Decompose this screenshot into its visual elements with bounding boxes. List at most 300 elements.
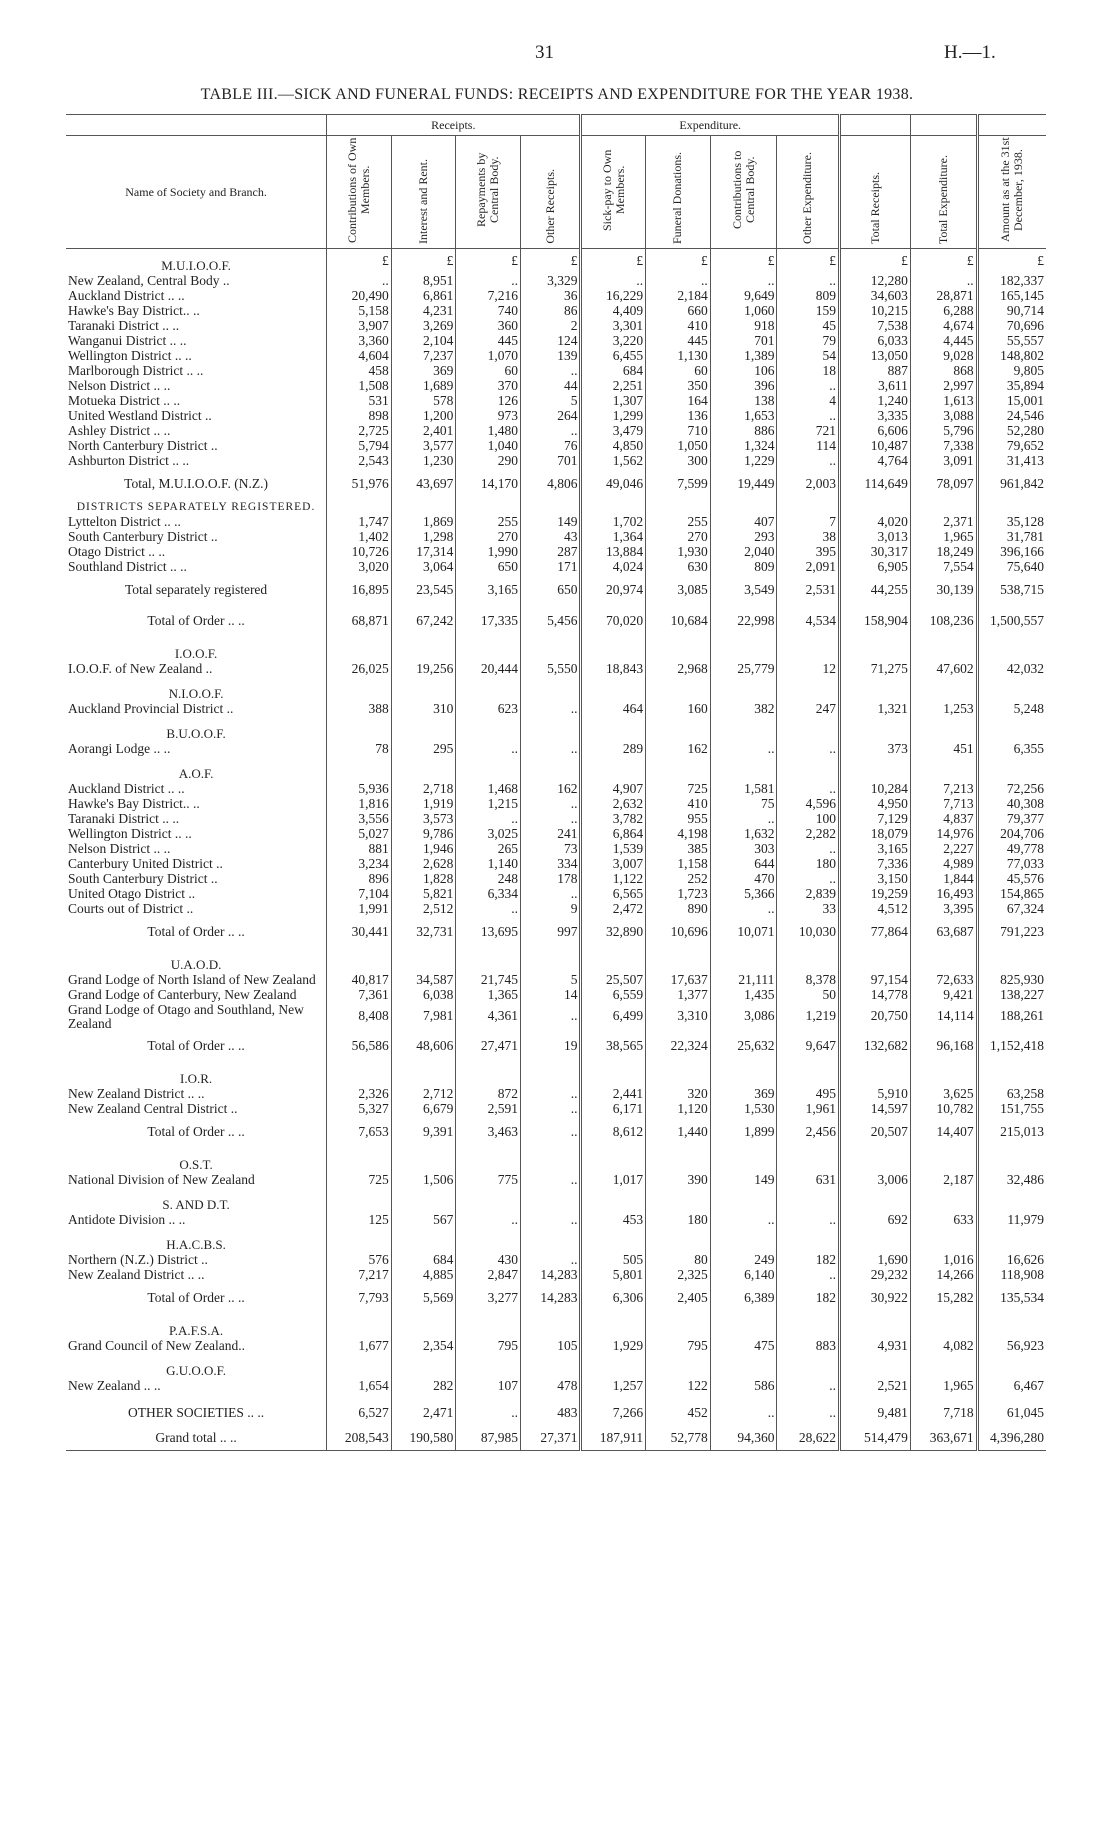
cell: 255 [646, 515, 711, 530]
cell: 38,565 [581, 1031, 646, 1062]
row-name: South Canterbury District .. [68, 529, 218, 544]
cell: 6,455 [581, 349, 646, 364]
cell: 138,227 [977, 988, 1046, 1003]
cell: .. [456, 274, 521, 289]
cell: .. [521, 1253, 581, 1268]
table-row [66, 887, 1046, 902]
cell [910, 948, 977, 973]
header-col-4: Other Receipts. [521, 136, 581, 249]
cell: 71,275 [840, 662, 911, 677]
row-name: Marlborough District .. .. [68, 363, 204, 378]
cell: 453 [581, 1213, 646, 1228]
row-name: Antidote Division .. .. [68, 1212, 186, 1227]
cell: 886 [710, 424, 777, 439]
cell [977, 757, 1046, 782]
cell: 25,632 [710, 1031, 777, 1062]
cell: 1,508 [327, 379, 392, 394]
cell [646, 677, 711, 702]
cell: 49,778 [977, 842, 1046, 857]
row-name: OTHER SOCIETIES .. .. [128, 1404, 265, 1420]
cell: 108,236 [910, 606, 977, 637]
cell: £ [840, 248, 911, 274]
cell: 35,128 [977, 515, 1046, 530]
cell: £ [391, 248, 456, 274]
cell: .. [521, 887, 581, 902]
cell [521, 677, 581, 702]
cell: 2,472 [581, 902, 646, 917]
cell: 2,441 [581, 1087, 646, 1102]
cell: 3,007 [581, 857, 646, 872]
cell: 118,908 [977, 1268, 1046, 1283]
cell: 7,653 [327, 1117, 392, 1148]
header-col-6: Funeral Donations. [646, 136, 711, 249]
cell: 10,215 [840, 304, 911, 319]
cell: 6,355 [977, 742, 1046, 757]
cell [777, 757, 840, 782]
row-name: Auckland District .. .. [68, 781, 185, 796]
cell: 6,033 [840, 334, 911, 349]
row-name: New Zealand District .. .. [68, 1267, 205, 1282]
cell: 26,025 [327, 662, 392, 677]
cell: 1,050 [646, 439, 711, 454]
cell: 458 [327, 364, 392, 379]
cell [456, 1148, 521, 1173]
cell [391, 757, 456, 782]
row-name: Total of Order .. .. [147, 1123, 245, 1139]
table-row [66, 842, 1046, 857]
row-name: Total separately registered [124, 581, 268, 597]
cell: 67,324 [977, 902, 1046, 917]
cell: 295 [391, 742, 456, 757]
row-name: New Zealand, Central Body .. [68, 273, 230, 288]
row-name: A.O.F. [178, 765, 214, 781]
row-name: Grand Lodge of Canterbury, New Zealand [68, 987, 297, 1002]
page-reference: H.—1. [944, 42, 996, 63]
cell [840, 757, 911, 782]
cell: 1,402 [327, 530, 392, 545]
cell: 7,981 [391, 1003, 456, 1031]
cell [521, 948, 581, 973]
cell: 8,951 [391, 274, 456, 289]
cell: 955 [646, 812, 711, 827]
row-name: Ashley District .. .. [68, 423, 171, 438]
cell: 265 [456, 842, 521, 857]
cell: 68,871 [327, 606, 392, 637]
cell [710, 1062, 777, 1087]
cell: .. [521, 702, 581, 717]
cell [910, 1354, 977, 1379]
cell: 32,486 [977, 1173, 1046, 1188]
cell [710, 948, 777, 973]
cell: 7,216 [456, 289, 521, 304]
cell [521, 1062, 581, 1087]
cell: 1,257 [581, 1379, 646, 1394]
cell: 1,240 [840, 394, 911, 409]
cell: 2,091 [777, 560, 840, 575]
header-col-1: Contributions of Own Members. [327, 136, 392, 249]
cell: 1,480 [456, 424, 521, 439]
cell: 1,506 [391, 1173, 456, 1188]
cell: 396,166 [977, 545, 1046, 560]
table-row [66, 662, 1046, 677]
table-caption: TABLE III.—SICK AND FUNERAL FUNDS: RECEIPTS AND EXPENDITURE FOR THE YEAR 1938. [200, 86, 914, 103]
cell: .. [710, 1213, 777, 1228]
cell: 15,001 [977, 394, 1046, 409]
cell [840, 500, 911, 515]
cell: 3,064 [391, 560, 456, 575]
cell: 270 [456, 530, 521, 545]
cell: 78,097 [910, 469, 977, 500]
cell [456, 500, 521, 515]
cell: 470 [710, 872, 777, 887]
cell: 890 [646, 902, 711, 917]
cell [581, 757, 646, 782]
cell: 8,612 [581, 1117, 646, 1148]
cell: 1,130 [646, 349, 711, 364]
cell: 631 [777, 1173, 840, 1188]
cell: 3,165 [840, 842, 911, 857]
cell: .. [777, 1394, 840, 1421]
cell: 6,559 [581, 988, 646, 1003]
cell [391, 1062, 456, 1087]
cell: 795 [456, 1339, 521, 1354]
cell: 4 [777, 394, 840, 409]
cell: 55,557 [977, 334, 1046, 349]
cell: 6,288 [910, 304, 977, 319]
cell: 2,847 [456, 1268, 521, 1283]
header-col-5: Sick-pay to Own Members. [581, 136, 646, 249]
cell: 692 [840, 1213, 911, 1228]
cell: 1,122 [581, 872, 646, 887]
cell: 3,091 [910, 454, 977, 469]
cell: .. [777, 742, 840, 757]
table-row [66, 439, 1046, 454]
section-row [66, 1314, 1046, 1339]
cell: 180 [777, 857, 840, 872]
cell: 5,794 [327, 439, 392, 454]
cell: 6,565 [581, 887, 646, 902]
cell: 3,269 [391, 319, 456, 334]
cell: 3,577 [391, 439, 456, 454]
cell: 9,805 [977, 364, 1046, 379]
cell: 445 [646, 334, 711, 349]
cell: 5 [521, 394, 581, 409]
cell [391, 948, 456, 973]
cell [456, 1188, 521, 1213]
cell: 16,895 [327, 575, 392, 606]
cell: 2,227 [910, 842, 977, 857]
cell: 3,234 [327, 857, 392, 872]
table-row [66, 515, 1046, 530]
cell: 1,828 [391, 872, 456, 887]
cell: 1,435 [710, 988, 777, 1003]
cell [646, 948, 711, 973]
cell: 3,013 [840, 530, 911, 545]
cell: 14,170 [456, 469, 521, 500]
row-name: Grand total .. .. [66, 1421, 327, 1451]
cell: 1,562 [581, 454, 646, 469]
cell: 138 [710, 394, 777, 409]
cell [391, 637, 456, 662]
cell: £ [977, 248, 1046, 274]
table-row [66, 334, 1046, 349]
cell: 4,534 [777, 606, 840, 637]
cell [646, 1148, 711, 1173]
table-row [66, 1173, 1046, 1188]
cell: 407 [710, 515, 777, 530]
row-name: P.A.F.S.A. [168, 1322, 224, 1338]
cell: 2,725 [327, 424, 392, 439]
cell [456, 1228, 521, 1253]
cell: 63,687 [910, 917, 977, 948]
cell: 9,028 [910, 349, 977, 364]
cell: 452 [646, 1394, 711, 1421]
cell: 204,706 [977, 827, 1046, 842]
cell: 2,512 [391, 902, 456, 917]
cell: 3,611 [840, 379, 911, 394]
cell: 10,782 [910, 1102, 977, 1117]
cell [840, 948, 911, 973]
cell: 20,444 [456, 662, 521, 677]
cell: 86 [521, 304, 581, 319]
cell: 1,440 [646, 1117, 711, 1148]
cell [840, 677, 911, 702]
cell [391, 677, 456, 702]
cell: 1,747 [327, 515, 392, 530]
cell [840, 1062, 911, 1087]
cell: 644 [710, 857, 777, 872]
cell: 2,371 [910, 515, 977, 530]
header-name: Name of Society and Branch. [66, 136, 327, 249]
cell: 36 [521, 289, 581, 304]
cell: 4,850 [581, 439, 646, 454]
cell: 106 [710, 364, 777, 379]
row-name: H.A.C.B.S. [166, 1236, 226, 1252]
cell: 32,890 [581, 917, 646, 948]
cell [710, 500, 777, 515]
cell: 114,649 [840, 469, 911, 500]
cell: 33 [777, 902, 840, 917]
cell [910, 637, 977, 662]
table-row [66, 1003, 1046, 1031]
cell: 56,586 [327, 1031, 392, 1062]
table-row [66, 1339, 1046, 1354]
cell: 47,602 [910, 662, 977, 677]
cell: 30,139 [910, 575, 977, 606]
cell: 684 [391, 1253, 456, 1268]
cell: 6,140 [710, 1268, 777, 1283]
cell: 775 [456, 1173, 521, 1188]
cell: 12,280 [840, 274, 911, 289]
cell: 3,310 [646, 1003, 711, 1031]
cell [777, 677, 840, 702]
cell: 310 [391, 702, 456, 717]
cell: 13,695 [456, 917, 521, 948]
cell: 3,025 [456, 827, 521, 842]
cell: 2,456 [777, 1117, 840, 1148]
cell: 76 [521, 439, 581, 454]
cell: 1,991 [327, 902, 392, 917]
table-row [66, 394, 1046, 409]
cell: 6,306 [581, 1283, 646, 1314]
cell: 13,050 [840, 349, 911, 364]
cell: 51,976 [327, 469, 392, 500]
cell: 287 [521, 545, 581, 560]
cell: 30,922 [840, 1283, 911, 1314]
cell: 22,998 [710, 606, 777, 637]
cell: 14 [521, 988, 581, 1003]
cell: 290 [456, 454, 521, 469]
cell: 1,321 [840, 702, 911, 717]
cell: 9 [521, 902, 581, 917]
cell [391, 1148, 456, 1173]
cell: 3,335 [840, 409, 911, 424]
cell: .. [777, 1379, 840, 1394]
cell: 5,027 [327, 827, 392, 842]
row-name: Southland District .. .. [68, 559, 187, 574]
cell: 63,258 [977, 1087, 1046, 1102]
cell [710, 1228, 777, 1253]
row-name: Taranaki District .. .. [68, 318, 180, 333]
cell [521, 757, 581, 782]
cell: 881 [327, 842, 392, 857]
total-row [66, 1283, 1046, 1314]
cell: 248 [456, 872, 521, 887]
cell: 5,796 [910, 424, 977, 439]
cell: 630 [646, 560, 711, 575]
cell: .. [777, 274, 840, 289]
cell: 4,198 [646, 827, 711, 842]
cell: 13,884 [581, 545, 646, 560]
cell: 7,338 [910, 439, 977, 454]
cell: 2,543 [327, 454, 392, 469]
cell: 78 [327, 742, 392, 757]
table-row [66, 545, 1046, 560]
cell: 2,628 [391, 857, 456, 872]
row-name: New Zealand Central District .. [68, 1101, 238, 1116]
table-row [66, 1102, 1046, 1117]
cell: 6,499 [581, 1003, 646, 1031]
cell: 1,990 [456, 545, 521, 560]
cell: 1,690 [840, 1253, 911, 1268]
cell: 1,468 [456, 782, 521, 797]
cell: 505 [581, 1253, 646, 1268]
cell: .. [710, 1394, 777, 1421]
cell: 18 [777, 364, 840, 379]
cell: 7,713 [910, 797, 977, 812]
cell [456, 1314, 521, 1339]
cell [327, 717, 392, 742]
row-name: I.O.O.F. of New Zealand .. [68, 661, 213, 676]
cell: £ [710, 248, 777, 274]
cell: .. [910, 274, 977, 289]
row-name: Motueka District .. .. [68, 393, 181, 408]
cell: 1,961 [777, 1102, 840, 1117]
table-row [66, 379, 1046, 394]
cell: 4,604 [327, 349, 392, 364]
cell [391, 500, 456, 515]
cell: 1,219 [777, 1003, 840, 1031]
cell: 4,837 [910, 812, 977, 827]
cell: 7,104 [327, 887, 392, 902]
cell: 1,929 [581, 1339, 646, 1354]
cell: 17,335 [456, 606, 521, 637]
row-name: M.U.I.O.O.F. [161, 257, 231, 273]
cell [327, 1314, 392, 1339]
cell: 70,020 [581, 606, 646, 637]
cell [977, 1062, 1046, 1087]
cell: 2,968 [646, 662, 711, 677]
cell [777, 1354, 840, 1379]
table-row [66, 973, 1046, 988]
cell: 4,989 [910, 857, 977, 872]
cell: 45 [777, 319, 840, 334]
cell: 385 [646, 842, 711, 857]
cell: 122 [646, 1379, 711, 1394]
cell: 60 [456, 364, 521, 379]
cell: 44 [521, 379, 581, 394]
cell: .. [456, 812, 521, 827]
cell [521, 500, 581, 515]
cell [391, 1188, 456, 1213]
cell: 79,652 [977, 439, 1046, 454]
cell: 1,613 [910, 394, 977, 409]
cell: 725 [327, 1173, 392, 1188]
cell: 1,298 [391, 530, 456, 545]
cell: 4,024 [581, 560, 646, 575]
table-row [66, 1213, 1046, 1228]
cell [977, 1228, 1046, 1253]
row-name: Total of Order .. .. [147, 923, 245, 939]
cell [840, 717, 911, 742]
cell: 7,336 [840, 857, 911, 872]
cell: 72,256 [977, 782, 1046, 797]
row-name: New Zealand .. .. [68, 1378, 161, 1393]
cell [521, 1148, 581, 1173]
cell: 3,625 [910, 1087, 977, 1102]
cell: 6,389 [710, 1283, 777, 1314]
table-row [66, 364, 1046, 379]
cell: 4,020 [840, 515, 911, 530]
header-col-9: Total Receipts. [840, 136, 911, 249]
cell: 255 [456, 515, 521, 530]
row-name: Nelson District .. .. [68, 378, 171, 393]
cell: 52,778 [646, 1421, 711, 1451]
cell [977, 677, 1046, 702]
cell: 1,120 [646, 1102, 711, 1117]
cell: 14,778 [840, 988, 911, 1003]
cell: .. [456, 742, 521, 757]
cell: 3,360 [327, 334, 392, 349]
cell: 188,261 [977, 1003, 1046, 1031]
cell [840, 1188, 911, 1213]
cell: 3,395 [910, 902, 977, 917]
cell [456, 637, 521, 662]
cell [977, 1314, 1046, 1339]
cell: 3,165 [456, 575, 521, 606]
cell [581, 1354, 646, 1379]
cell [456, 1062, 521, 1087]
cell: 650 [521, 575, 581, 606]
row-name: I.O.R. [179, 1070, 213, 1086]
cell: 17,637 [646, 973, 711, 988]
cell [777, 1228, 840, 1253]
cell: 370 [456, 379, 521, 394]
cell: 7,266 [581, 1394, 646, 1421]
row-name: I.O.O.F. [174, 645, 218, 661]
cell: 5,366 [710, 887, 777, 902]
cell: 809 [710, 560, 777, 575]
